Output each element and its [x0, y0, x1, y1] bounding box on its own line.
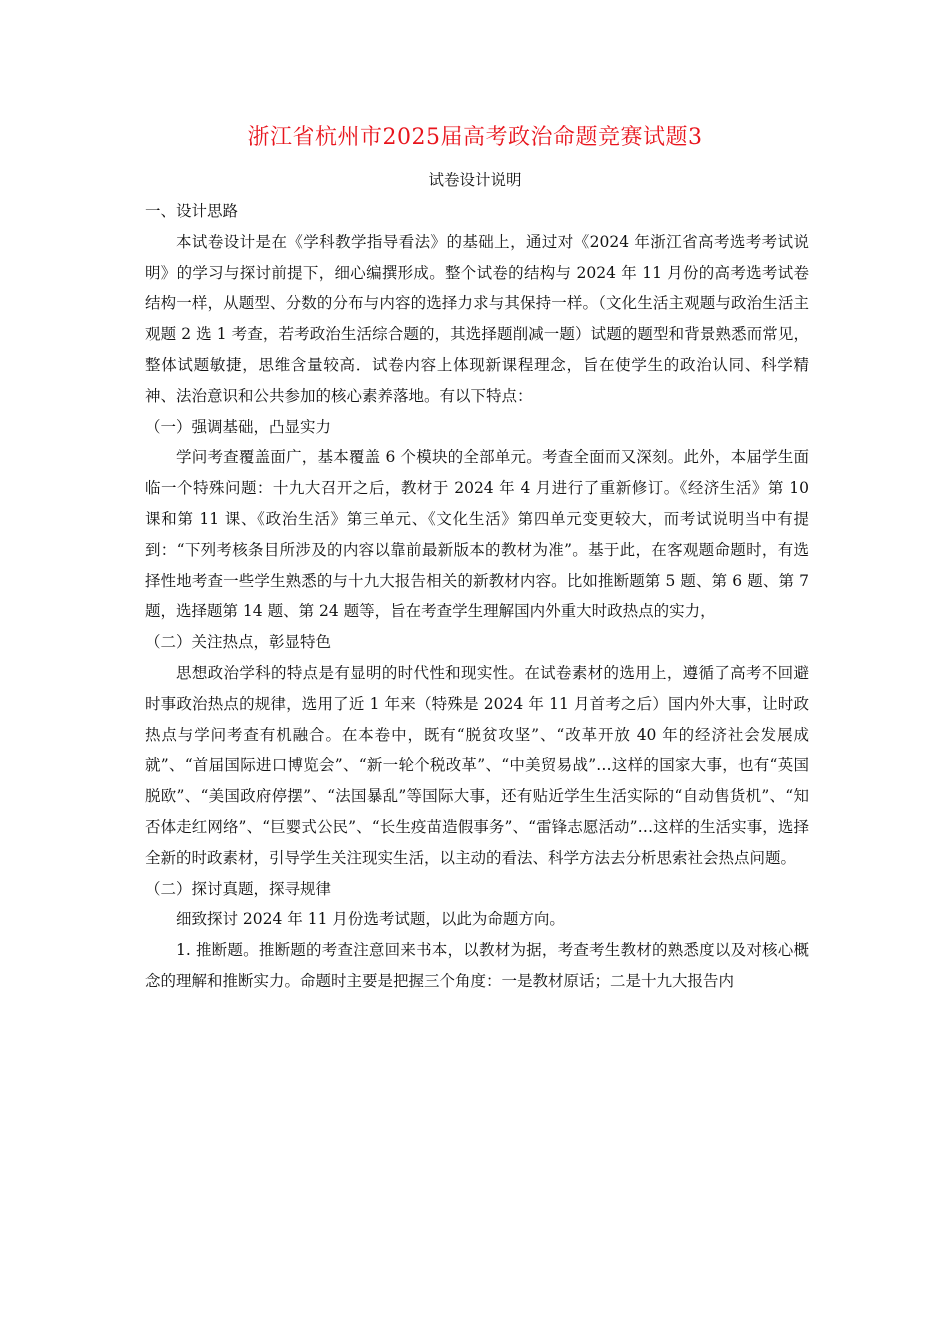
- body-paragraph: 本试卷设计是在《学科教学指导看法》的基础上，通过对《2024 年浙江省高考选考考试说明》的学习与探讨前提下，细心编撰形成。整个试卷的结构与 2024 年 11 月份的高考选考试卷结构一样，从题型、分数的分布与内容的选择力求与其保持一样。（文化生活主观题与政治生活主观题 2 选 1 考查，若考政治生活综合题的，其选择题削减一题）试题的题型和背景熟悉而常见，整体试题敏捷，思维含量较高．试卷内容上体现新课程理念，旨在使学生的政治认同、科学精神、法治意识和公共参加的核心素养落地。有以下特点：: [145, 232, 809, 405]
- body-paragraph: 学问考查覆盖面广，基本覆盖 6 个模块的全部单元。考查全面而又深刻。此外，本届学生面临一个特殊问题：十九大召开之后，教材于 2024 年 4 月进行了重新修订。《经济生活》第 10 课和第 11 课、《政治生活》第三单元、《文化生活》第四单元变更较大，而考试说明当中有提到：“下列考核条目所涉及的内容以靠前最新版本的教材为准”。基于此，在客观题命题时，有选择性地考查一些学生熟悉的与十九大报告相关的新教材内容。比如推断题第 5 题、第 6 题、第 7 题，选择题第 14 题、第 24 题等，旨在考查学生理解国内外重大时政热点的实力，: [145, 448, 809, 621]
- document-subtitle: 试卷设计说明: [428, 171, 522, 189]
- subsection-heading: （二）关注热点，彰显特色: [145, 633, 332, 652]
- document-body: [145, 196, 809, 997]
- body-paragraph: 细致探讨 2024 年 11 月份选考试题，以此为命题方向。: [176, 910, 565, 929]
- document-title: 浙江省杭州市2025届高考政治命题竞赛试题3: [247, 125, 703, 150]
- subsection-heading: （一）强调基础，凸显实力: [145, 417, 332, 436]
- subsection-heading: （二）探讨真题，探寻规律: [145, 879, 332, 898]
- section-heading: 一、设计思路: [145, 202, 239, 220]
- body-paragraph: 1. 推断题。推断题的考查注意回来书本，以教材为据，考查考生教材的熟悉度以及对核心概念的理解和推断实力。命题时主要是把握三个角度：一是教材原话；二是十九大报告内: [145, 941, 809, 990]
- body-paragraph: 思想政治学科的特点是有显明的时代性和现实性。在试卷素材的选用上，遵循了高考不回避时事政治热点的规律，选用了近 1 年来（特殊是 2024 年 11 月首考之后）国内外大事，让时政热点与学问考查有机融合。在本卷中，既有“脱贫攻坚”、“改革开放 40 年的经济社会发展成就”、“首届国际进口博览会”、“新一轮个税改革”、“中美贸易战”…这样的国家大事，也有“英国脱欧”、“美国政府停摆”、“法国暴乱”等国际大事，还有贴近学生生活实际的“自动售货机”、“知否体走红网络”、“巨婴式公民”、“长生疫苗造假事务”、“雷锋志愿活动”…这样的生活实事，选择全新的时政素材，引导学生关注现实生活，以主动的看法、科学方法去分析思索社会热点问题。: [145, 663, 809, 867]
